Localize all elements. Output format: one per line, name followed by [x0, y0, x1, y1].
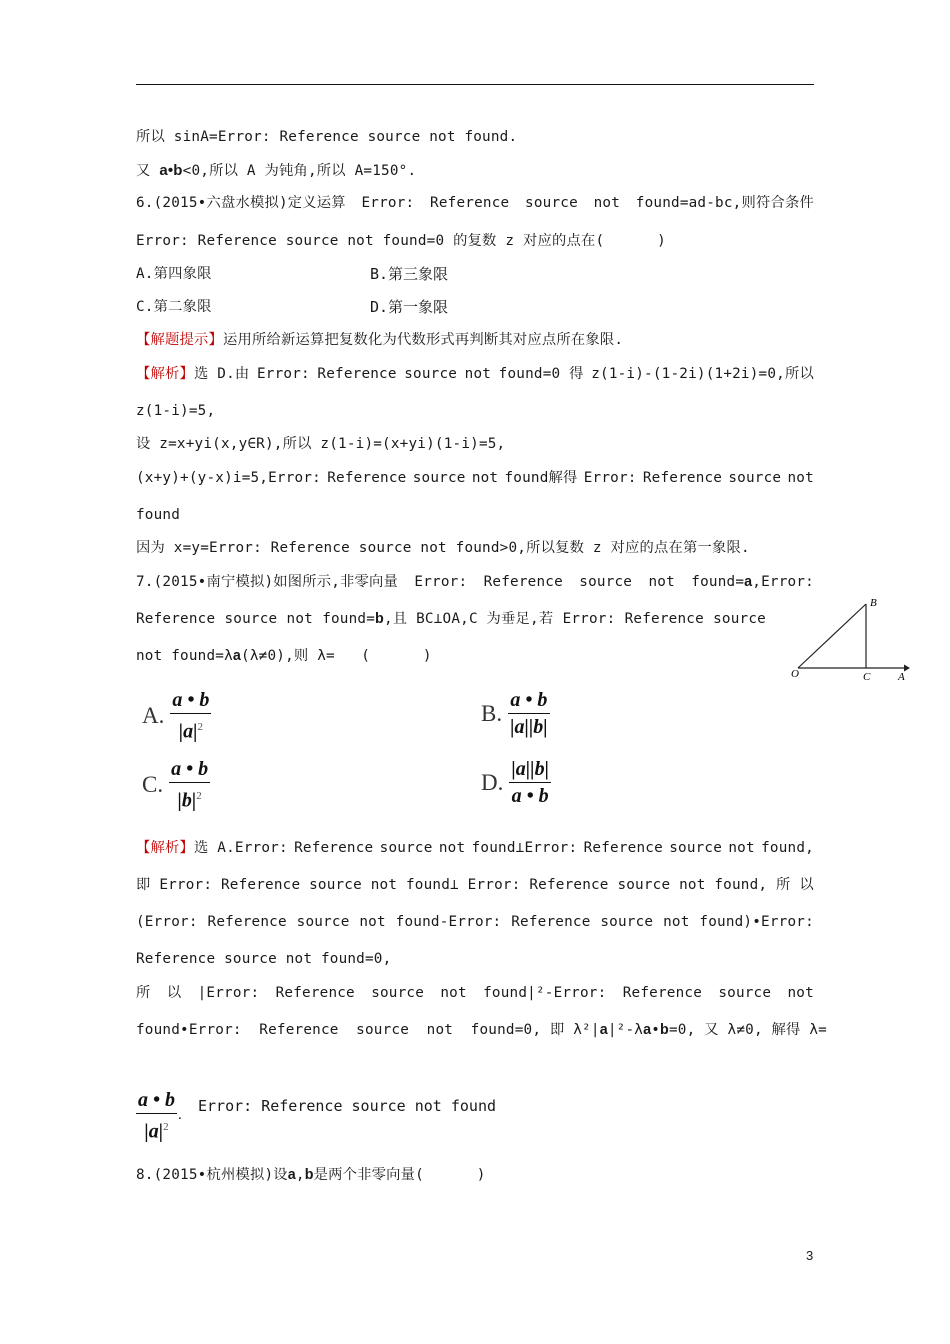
- choice-a: A. $\frac{a • b}{|a|^2}$: [142, 689, 210, 743]
- choice-c: C. $\frac{a • b}{|b|^2}$: [142, 758, 209, 812]
- option-c: C.第二象限: [136, 299, 212, 315]
- ob-line: [798, 604, 866, 668]
- option-a: A.第四象限: [136, 266, 212, 282]
- analysis-tag: 【解析】: [136, 840, 194, 856]
- text-line: Reference source not found=b,且 BC⊥OA,C 为垂足,若 Error: Reference source: [136, 611, 766, 627]
- hint-tag: 【解题提示】: [136, 332, 223, 348]
- question-6-line: 6.(2015•六盘水模拟)定义运算 Error: Reference source not found=ad-bc,则符合条件: [136, 195, 814, 211]
- text-line: 所 以 |Error: Reference source not found|²-Error: Reference source not: [136, 985, 814, 1001]
- page-number: 3: [806, 1248, 814, 1263]
- answer-fraction: $\frac{a • b}{|a|^2}$ .: [138, 1089, 182, 1143]
- arrow-head-icon: [904, 665, 910, 672]
- text-line: Error: Reference source not found: [198, 1097, 497, 1115]
- vector-figure: [786, 594, 910, 686]
- analysis-tag: 【解析】: [136, 366, 194, 382]
- label-c: C: [863, 671, 871, 683]
- question-8-line: 8.(2015•杭州模拟)设a,b是两个非零向量( ): [136, 1167, 486, 1183]
- text-line: z(1-i)=5,: [136, 403, 216, 419]
- question-7-line: 7.(2015•南宁模拟)如图所示,非零向量 Error: Reference source not found=a,Error:: [136, 574, 814, 590]
- header-rule: [136, 84, 814, 85]
- option-b: B.第三象限: [370, 265, 449, 283]
- text-line: 设 z=x+yi(x,y∈R),所以 z(1-i)=(x+yi)(1-i)=5,: [136, 436, 506, 452]
- text-line: 所以 sinA=Error: Reference source not found.: [136, 129, 518, 145]
- label-b: B: [870, 597, 877, 609]
- label-o: O: [791, 668, 799, 680]
- text-line: (Error: Reference source not found-Error: Reference source not found)•Error:: [136, 914, 814, 930]
- text-line: 即 Error: Reference source not found⊥ Error: Reference source not found, 所 以: [136, 877, 814, 893]
- option-d: D.第一象限: [370, 298, 449, 316]
- text-line: found: [136, 507, 181, 523]
- text-line: Reference source not found=0,: [136, 951, 392, 967]
- text-line: Error: Reference source not found=0 的复数 z 对应的点在( ): [136, 233, 666, 249]
- choice-d: D. $\frac{|a||b|}{a • b}$: [481, 758, 549, 807]
- text-line: not found=λa(λ≠0),则 λ= ( ): [136, 648, 432, 664]
- text-line: found•Error: Reference source not found=0, 即 λ²|a|²-λa•b=0, 又 λ≠0, 解得 λ=: [136, 1022, 827, 1038]
- analysis-line: 【解析】选 D.由 Error: Reference source not found=0 得 z(1-i)-(1-2i)(1+2i)=0,所以: [136, 366, 814, 382]
- label-a: A: [898, 671, 905, 683]
- choice-b: B. $\frac{a • b}{|a||b|}$: [481, 689, 548, 738]
- text-line: 又 a•b<0,所以 A 为钝角,所以 A=150°.: [136, 162, 417, 179]
- text-line: 因为 x=y=Error: Reference source not found>0,所以复数 z 对应的点在第一象限.: [136, 540, 750, 556]
- hint-line: 【解题提示】运用所给新运算把复数化为代数形式再判断其对应点所在象限.: [136, 332, 624, 348]
- text-line: (x+y)+(y-x)i=5,Error: Reference source not found解得 Error: Reference source not: [136, 470, 814, 486]
- analysis-line: 【解析】选 A.Error: Reference source not found⊥Error: Reference source not found,: [136, 840, 814, 856]
